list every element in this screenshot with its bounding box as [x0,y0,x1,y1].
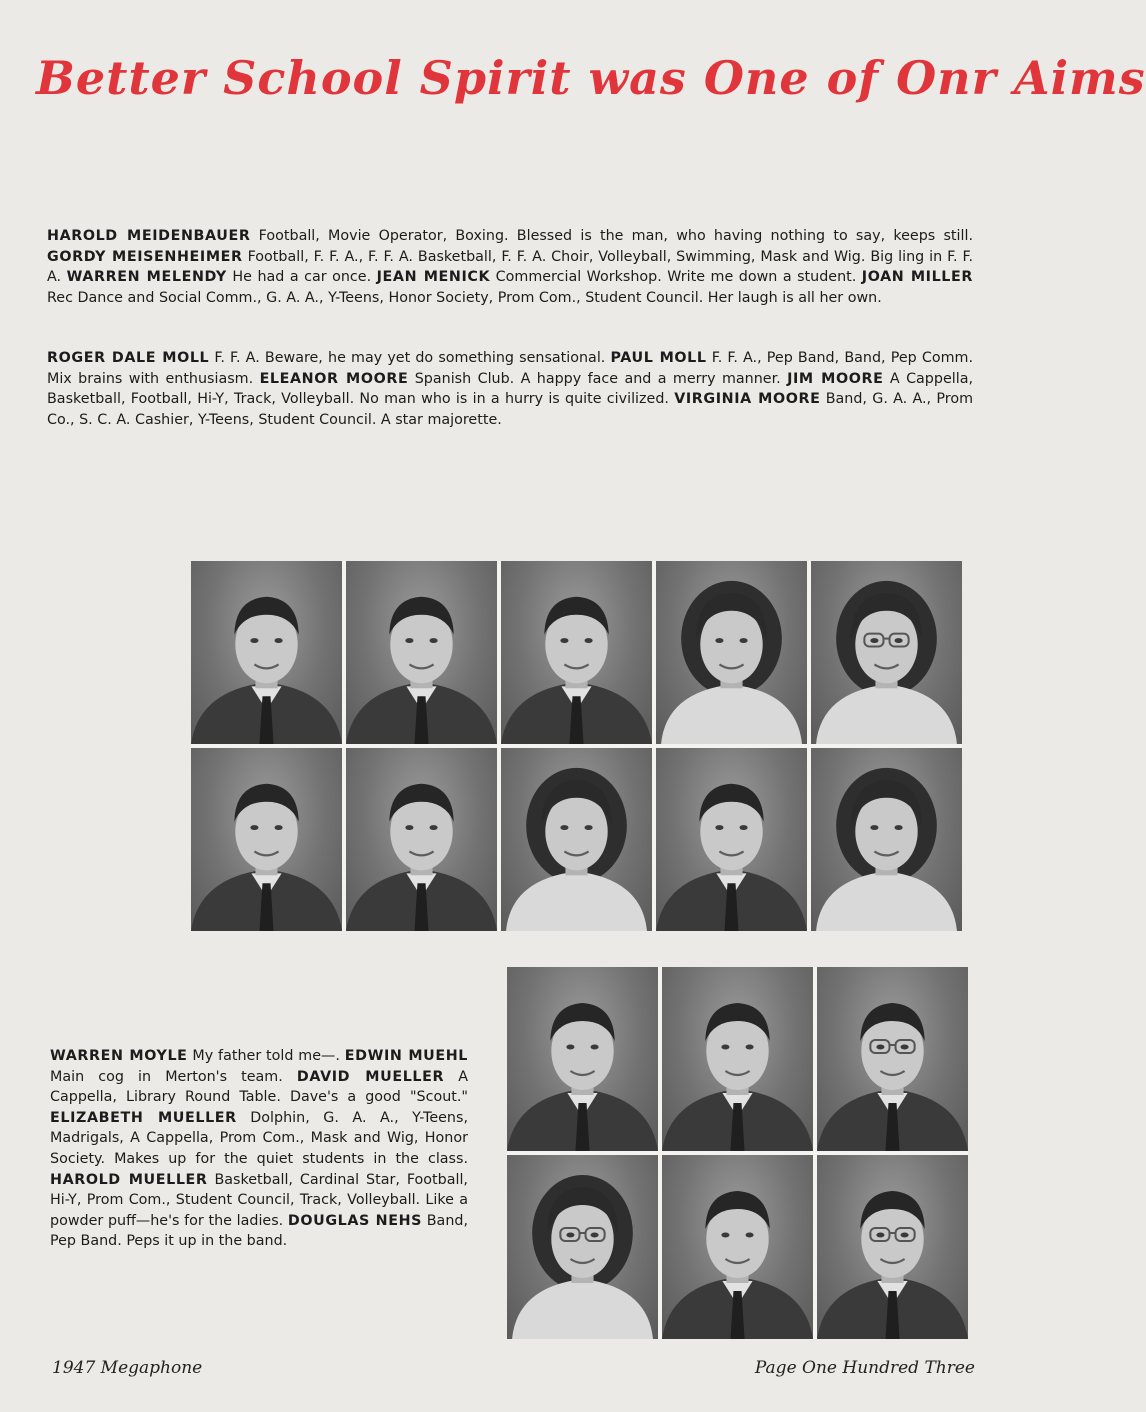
student-name: ROGER DALE MOLL [47,350,210,366]
student-portrait-photo [507,1155,658,1339]
student-portrait-photo [817,967,968,1151]
footer-yearbook-name: 1947 Megaphone [52,1358,203,1378]
student-bio: Band, Pep Band. Peps it up in the band. [50,1212,468,1250]
student-portrait-photo [662,967,813,1151]
student-bio: Main cog in Merton's team. [50,1068,297,1085]
portrait-grid-bottom [507,967,968,1339]
student-bio: F. F. A., Pep Band, Band, Pep Comm. Mix brains with enthusiasm. [47,350,973,387]
student-portrait-photo [501,561,652,744]
student-name: JOAN MILLER [861,269,973,286]
student-bio: My father told me—. [187,1048,345,1064]
student-portrait-photo [656,748,807,931]
student-bio: Band, G. A. A., Prom Co., S. C. A. Cashier, Y-Teens, Student Council. A star majorette. [47,391,973,428]
student-bio: He had a car once. [226,269,377,286]
student-name: EDWIN MUEHL [344,1048,468,1064]
student-name: ELIZABETH MUELLER [50,1109,237,1126]
student-portrait-photo [507,967,658,1151]
footer-page-number: Page One Hundred Three [754,1358,975,1378]
student-portrait-photo [191,748,342,931]
student-portrait-photo [501,748,652,931]
student-name: HAROLD MEIDENBAUER [47,228,251,244]
student-portrait-photo [346,561,497,744]
student-bio: Rec Dance and Social Comm., G. A. A., Y-Teens, Honor Society, Prom Com., Student Council. Her laugh is all her own. [47,289,882,306]
student-name: JIM MOORE [787,370,884,387]
senior-bios-paragraph-3 [50,1046,468,1252]
student-name: WARREN MELENDY [66,269,227,286]
student-bio: Commercial Workshop. Write me down a student. [490,269,862,286]
student-portrait-photo [811,561,962,744]
student-bio: Spanish Club. A happy face and a merry manner. [408,370,788,387]
senior-bios-paragraph-1 [47,226,973,308]
student-name: ELEANOR MOORE [259,370,409,387]
student-portrait-photo [662,1155,813,1339]
student-bio: Football, F. F. A., F. F. A. Basketball, F. F. A. Choir, Volleyball, Swimming, Mask and Wig. Big ling in F. F. A. [47,248,974,286]
student-portrait-photo [191,561,342,744]
student-portrait-photo [346,748,497,931]
student-bio: A Cappella, Library Round Table. Dave's a good "Scout." [50,1068,468,1106]
student-name: JEAN MENICK [376,269,491,286]
student-portrait-photo [811,748,962,931]
student-name: HAROLD MUELLER [50,1171,208,1188]
student-name: GORDY MEISENHEIMER [47,248,243,265]
student-portrait-photo [656,561,807,744]
student-bio: Football, Movie Operator, Boxing. Blessed is the man, who having nothing to say, keeps still. [250,228,973,244]
student-name: VIRGINIA MOORE [674,391,821,408]
student-name: DOUGLAS NEHS [287,1212,423,1229]
student-name: WARREN MOYLE [50,1048,188,1064]
student-name: PAUL MOLL [610,350,707,366]
page-title: Better School Spirit was One of Onr Aims [36,51,1146,105]
student-bio: Dolphin, G. A. A., Y-Teens, Madrigals, A Cappella, Prom Com., Mask and Wig, Honor Society. Makes up for the quiet students in the class. [50,1109,468,1167]
student-name: DAVID MUELLER [296,1068,445,1085]
portrait-grid-top [191,561,962,931]
student-bio: A Cappella, Basketball, Football, Hi-Y, Track, Volleyball. No man who is in a hurry is quite civilized. [47,370,974,408]
student-bio: Basketball, Cardinal Star, Football, Hi-Y, Prom Com., Student Council, Track, Volleyball. Like a powder puff—he's for the ladies. [50,1171,468,1229]
student-bio: F. F. A. Beware, he may yet do something sensational. [209,350,611,366]
student-portrait-photo [817,1155,968,1339]
senior-bios-paragraph-2 [47,348,973,430]
